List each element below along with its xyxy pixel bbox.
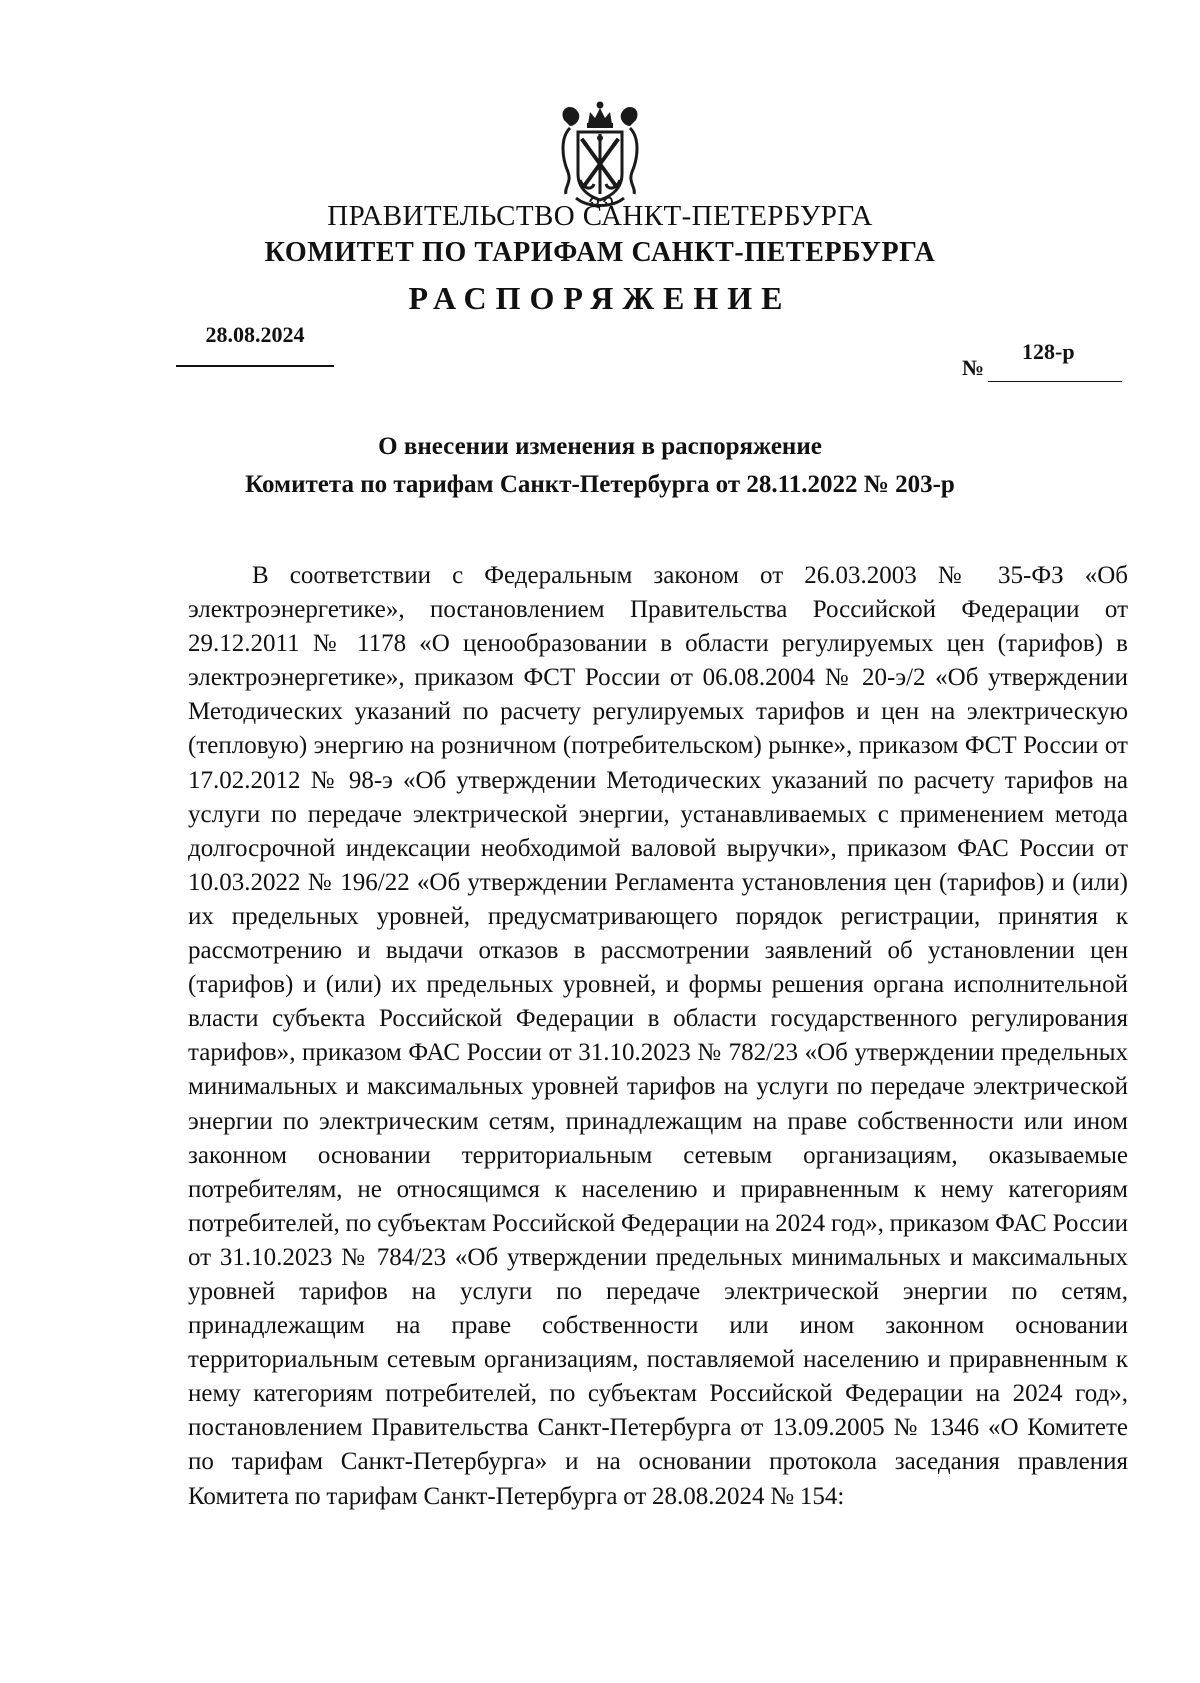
subject-line-1: О внесении изменения в распоряжение (378, 433, 822, 460)
document-number: 128-р (1022, 339, 1075, 364)
document-date-field (176, 322, 334, 367)
number-sign: № (962, 355, 985, 380)
document-subject (0, 428, 1200, 504)
committee-name: КОМИТЕТ ПО ТАРИФАМ САНКТ-ПЕТЕРБУРГА (264, 237, 936, 268)
document-date: 28.08.2024 (205, 322, 305, 347)
government-name: ПРАВИТЕЛЬСТВО САНКТ-ПЕТЕРБУРГА (327, 200, 873, 232)
number-underline (988, 381, 1122, 382)
st-petersburg-coat-of-arms-icon (554, 98, 646, 210)
preamble-paragraph: В соответствии с Федеральным законом от 26.03.2003 № 35-ФЗ «Об электроэнергетике», постановлением Правительства Российской Федерации от 29.12.2011 № 1178 «О ценообразовании в области регулируемых цен (тарифов) в электроэнергетике», приказом ФСТ России от 06.08.2004 № 20-э/2 «Об утверждении Методических указаний по расчету регулируемых тарифов и цен на электрическую (тепловую) энергию на розничном (потребительском) рынке», приказом ФСТ России от 17.02.2012 № 98-э «Об утверждении Методических указаний по расчету тарифов на услуги по передаче электрической энергии, устанавливаемых с применением метода долгосрочной индексации необходимой валовой выручки», приказом ФАС России от 10.03.2022 № 196/22 «Об утверждении Регламента установления цен (тарифов) и (или) их предельных уровней, предусматривающего порядок регистрации, принятия к рассмотрению и выдачи отказов в рассмотрении заявлений об установлении цен (тарифов) и (или) их предельных уровней, и формы решения органа исполнительной власти субъекта Российской Федерации в области государственного регулирования тарифов», приказом ФАС России от 31.10.2023 № 782/23 «Об утверждении предельных минимальных и максимальных уровней тарифов на услуги по передаче электрической энергии по электрическим сетям, принадлежащим на праве собственности или ином законном основании территориальным сетевым организациям, оказываемые потребителям, не относящимся к населению и приравненным к нему категориям потребителей, по субъектам Российской Федерации на 2024 год», приказом ФАС России от 31.10.2023 № 784/23 «Об утверждении предельных минимальных и максимальных уровней тарифов на услуги по передаче электрической энергии по сетям, принадлежащим на праве собственности или ином законном основании территориальным сетевым организациям, поставляемой населению и приравненным к нему категориям потребителей, по субъектам Российской Федерации на 2024 год», постановлением Правительства Санкт-Петербурга от 13.09.2005 № 1346 «О Комитете по тарифам Санкт-Петербурга» и на основании протокола заседания правления Комитета по тарифам Санкт-Петербурга от 28.08.2024 № 154: (188, 562, 1128, 1510)
subject-line-2: Комитета по тарифам Санкт-Петербурга от 28.11.2022 № 203-р (245, 471, 955, 498)
date-underline (176, 365, 334, 367)
document-type-title: РАСПОРЯЖЕНИЕ (408, 280, 792, 316)
document-number-field (962, 337, 1122, 380)
